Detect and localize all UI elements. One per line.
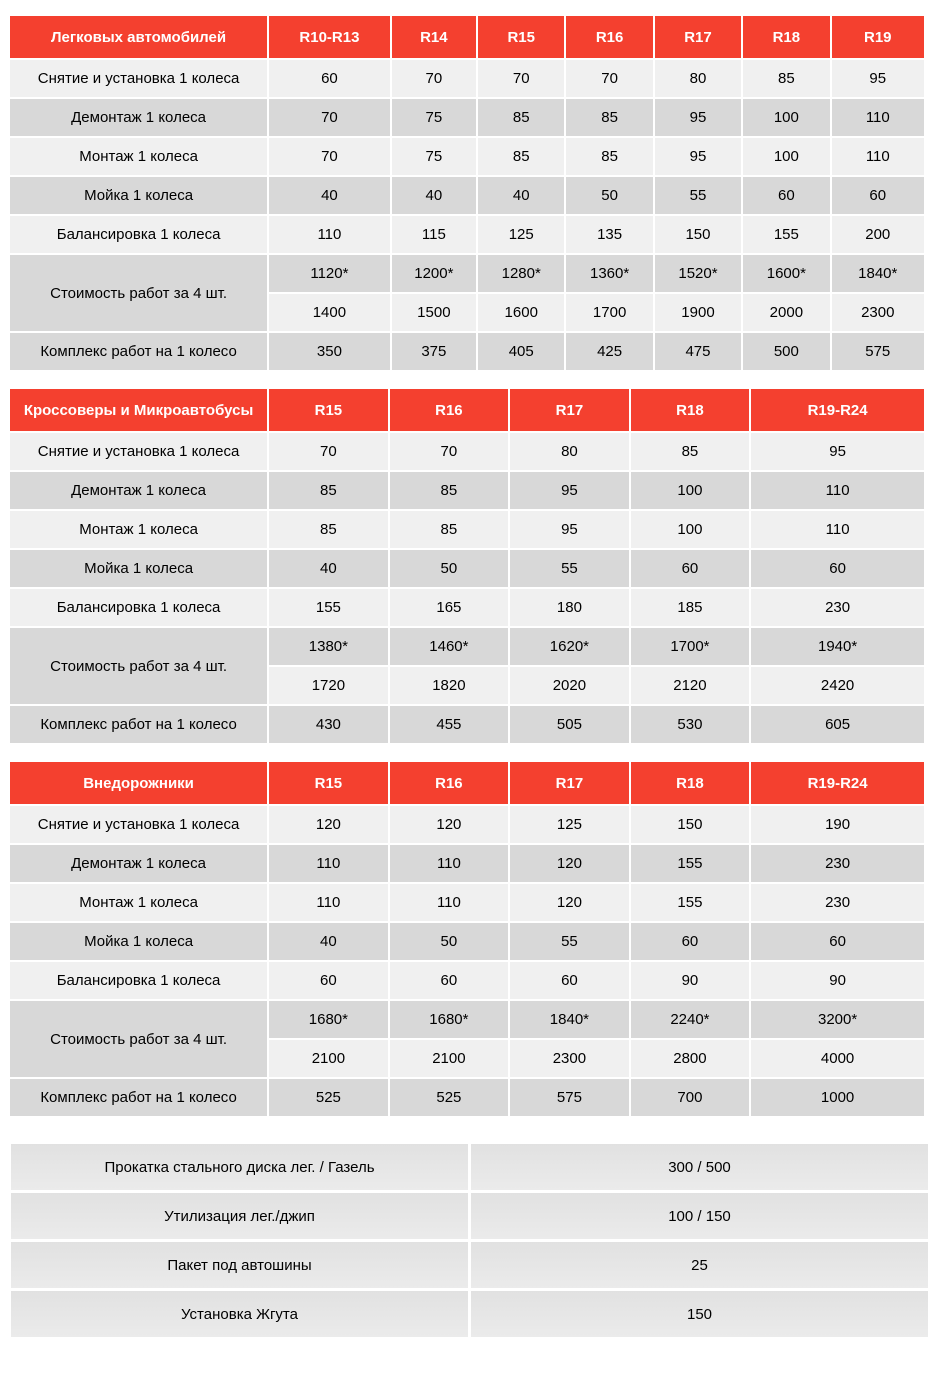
service-label: Комплекс работ на 1 колесо xyxy=(10,706,267,743)
price-value: 60 xyxy=(510,962,629,999)
section-title: Легковых автомобилей xyxy=(10,16,267,58)
service-label: Балансировка 1 колеса xyxy=(10,962,267,999)
price-value: 40 xyxy=(478,177,564,214)
price-value: 350 xyxy=(269,333,390,370)
column-header: R17 xyxy=(510,762,629,804)
service-label: Утилизация лег./джип xyxy=(11,1193,468,1239)
service-label: Демонтаж 1 колеса xyxy=(10,472,267,509)
price-value: 110 xyxy=(751,511,924,548)
price-value: 200 xyxy=(832,216,924,253)
price-value: 55 xyxy=(655,177,741,214)
table-row xyxy=(10,216,924,253)
price-value: 115 xyxy=(392,216,476,253)
table-row xyxy=(10,845,924,882)
price-value: 3200* xyxy=(751,1001,924,1038)
table-row xyxy=(11,1242,928,1288)
additional-services-table xyxy=(8,1141,931,1340)
price-value: 700 xyxy=(631,1079,750,1116)
price-value: 40 xyxy=(392,177,476,214)
price-value: 2300 xyxy=(832,294,924,331)
price-value: 2300 xyxy=(510,1040,629,1077)
price-value: 405 xyxy=(478,333,564,370)
price-value: 85 xyxy=(566,99,652,136)
price-value: 180 xyxy=(510,589,629,626)
price-value: 95 xyxy=(655,138,741,175)
price-value: 230 xyxy=(751,589,924,626)
table-row xyxy=(10,472,924,509)
table-row xyxy=(10,806,924,843)
price-value: 230 xyxy=(751,845,924,882)
price-value: 120 xyxy=(390,806,509,843)
price-value: 85 xyxy=(269,511,388,548)
price-value: 70 xyxy=(269,138,390,175)
table-row xyxy=(10,706,924,743)
price-value: 70 xyxy=(392,60,476,97)
service-label: Мойка 1 колеса xyxy=(10,550,267,587)
price-value: 60 xyxy=(832,177,924,214)
price-value: 2120 xyxy=(631,667,750,704)
price-value: 1900 xyxy=(655,294,741,331)
table-row xyxy=(10,962,924,999)
table-row xyxy=(10,138,924,175)
price-value: 50 xyxy=(390,550,509,587)
table-row xyxy=(10,99,924,136)
service-label: Мойка 1 колеса xyxy=(10,177,267,214)
service-label: Балансировка 1 колеса xyxy=(10,216,267,253)
price-value: 150 xyxy=(471,1291,928,1337)
price-value: 150 xyxy=(655,216,741,253)
price-value: 85 xyxy=(478,99,564,136)
price-value: 120 xyxy=(269,806,388,843)
table-row xyxy=(10,628,924,665)
price-value: 300 / 500 xyxy=(471,1144,928,1190)
price-value: 575 xyxy=(510,1079,629,1116)
service-label: Установка Жгута xyxy=(11,1291,468,1337)
table-row xyxy=(10,589,924,626)
column-header: R16 xyxy=(390,762,509,804)
price-value: 375 xyxy=(392,333,476,370)
price-value: 1360* xyxy=(566,255,652,292)
price-value: 40 xyxy=(269,550,388,587)
price-value: 505 xyxy=(510,706,629,743)
price-value: 110 xyxy=(832,138,924,175)
price-value: 475 xyxy=(655,333,741,370)
service-label: Монтаж 1 колеса xyxy=(10,511,267,548)
price-value: 150 xyxy=(631,806,750,843)
price-value: 85 xyxy=(631,433,750,470)
price-value: 425 xyxy=(566,333,652,370)
price-value: 1500 xyxy=(392,294,476,331)
price-value: 110 xyxy=(390,884,509,921)
price-value: 100 xyxy=(631,472,750,509)
column-header: R18 xyxy=(743,16,829,58)
price-value: 1940* xyxy=(751,628,924,665)
price-value: 530 xyxy=(631,706,750,743)
price-value: 90 xyxy=(631,962,750,999)
price-value: 2800 xyxy=(631,1040,750,1077)
price-value: 2020 xyxy=(510,667,629,704)
price-value: 1620* xyxy=(510,628,629,665)
price-value: 230 xyxy=(751,884,924,921)
price-value: 2000 xyxy=(743,294,829,331)
price-value: 110 xyxy=(832,99,924,136)
price-value: 1380* xyxy=(269,628,388,665)
price-value: 110 xyxy=(269,884,388,921)
price-value: 80 xyxy=(655,60,741,97)
price-value: 525 xyxy=(390,1079,509,1116)
table-row xyxy=(11,1144,928,1190)
price-value: 95 xyxy=(751,433,924,470)
service-label: Комплекс работ на 1 колесо xyxy=(10,333,267,370)
price-value: 1600 xyxy=(478,294,564,331)
section-title: Кроссоверы и Микроавтобусы xyxy=(10,389,267,431)
service-label: Монтаж 1 колеса xyxy=(10,138,267,175)
price-value: 90 xyxy=(751,962,924,999)
price-value: 1460* xyxy=(390,628,509,665)
table-row xyxy=(10,333,924,370)
price-value: 1400 xyxy=(269,294,390,331)
price-value: 1700* xyxy=(631,628,750,665)
column-header: R17 xyxy=(655,16,741,58)
column-header: R15 xyxy=(269,762,388,804)
service-label: Снятие и установка 1 колеса xyxy=(10,806,267,843)
price-value: 110 xyxy=(269,845,388,882)
column-header: R19-R24 xyxy=(751,762,924,804)
service-label: Мойка 1 колеса xyxy=(10,923,267,960)
service-label: Стоимость работ за 4 шт. xyxy=(10,628,267,704)
price-value: 55 xyxy=(510,923,629,960)
price-value: 70 xyxy=(390,433,509,470)
price-value: 1820 xyxy=(390,667,509,704)
price-table-passenger-cars xyxy=(8,14,926,372)
price-value: 190 xyxy=(751,806,924,843)
price-value: 575 xyxy=(832,333,924,370)
service-label: Монтаж 1 колеса xyxy=(10,884,267,921)
column-header: R19-R24 xyxy=(751,389,924,431)
price-value: 125 xyxy=(478,216,564,253)
section-title: Внедорожники xyxy=(10,762,267,804)
price-value: 25 xyxy=(471,1242,928,1288)
price-value: 155 xyxy=(269,589,388,626)
price-value: 60 xyxy=(631,550,750,587)
price-value: 95 xyxy=(655,99,741,136)
price-value: 1720 xyxy=(269,667,388,704)
price-value: 165 xyxy=(390,589,509,626)
price-value: 85 xyxy=(269,472,388,509)
price-value: 2240* xyxy=(631,1001,750,1038)
service-label: Стоимость работ за 4 шт. xyxy=(10,1001,267,1077)
price-value: 125 xyxy=(510,806,629,843)
price-value: 120 xyxy=(510,884,629,921)
price-value: 95 xyxy=(510,511,629,548)
price-value: 40 xyxy=(269,177,390,214)
table-row xyxy=(10,255,924,292)
column-header: R15 xyxy=(269,389,388,431)
price-value: 155 xyxy=(743,216,829,253)
price-value: 135 xyxy=(566,216,652,253)
price-value: 60 xyxy=(390,962,509,999)
price-value: 2420 xyxy=(751,667,924,704)
table-row xyxy=(10,1001,924,1038)
service-label: Снятие и установка 1 колеса xyxy=(10,60,267,97)
price-value: 75 xyxy=(392,138,476,175)
price-value: 100 xyxy=(743,99,829,136)
price-value: 430 xyxy=(269,706,388,743)
price-value: 60 xyxy=(751,550,924,587)
service-label: Балансировка 1 колеса xyxy=(10,589,267,626)
price-value: 185 xyxy=(631,589,750,626)
price-value: 605 xyxy=(751,706,924,743)
price-value: 60 xyxy=(269,60,390,97)
price-value: 100 / 150 xyxy=(471,1193,928,1239)
price-value: 85 xyxy=(743,60,829,97)
price-value: 70 xyxy=(478,60,564,97)
price-value: 120 xyxy=(510,845,629,882)
price-value: 100 xyxy=(743,138,829,175)
price-value: 1280* xyxy=(478,255,564,292)
price-value: 1120* xyxy=(269,255,390,292)
price-value: 75 xyxy=(392,99,476,136)
service-label: Пакет под автошины xyxy=(11,1242,468,1288)
price-value: 50 xyxy=(390,923,509,960)
price-value: 1840* xyxy=(832,255,924,292)
table-row xyxy=(10,60,924,97)
price-value: 85 xyxy=(390,511,509,548)
price-value: 50 xyxy=(566,177,652,214)
table-row xyxy=(10,923,924,960)
price-value: 2100 xyxy=(269,1040,388,1077)
header-row xyxy=(10,762,924,804)
table-row xyxy=(10,511,924,548)
price-value: 85 xyxy=(390,472,509,509)
price-value: 110 xyxy=(751,472,924,509)
price-value: 85 xyxy=(478,138,564,175)
price-value: 110 xyxy=(269,216,390,253)
price-value: 95 xyxy=(832,60,924,97)
price-value: 155 xyxy=(631,845,750,882)
price-value: 455 xyxy=(390,706,509,743)
price-value: 1840* xyxy=(510,1001,629,1038)
table-row xyxy=(10,550,924,587)
column-header: R10-R13 xyxy=(269,16,390,58)
service-label: Демонтаж 1 колеса xyxy=(10,99,267,136)
service-label: Прокатка стального диска лег. / Газель xyxy=(11,1144,468,1190)
price-value: 1680* xyxy=(390,1001,509,1038)
price-value: 1520* xyxy=(655,255,741,292)
price-value: 100 xyxy=(631,511,750,548)
price-value: 525 xyxy=(269,1079,388,1116)
table-row xyxy=(11,1193,928,1239)
price-value: 95 xyxy=(510,472,629,509)
column-header: R16 xyxy=(566,16,652,58)
price-table-crossovers-minibuses xyxy=(8,387,926,745)
table-row xyxy=(10,884,924,921)
column-header: R19 xyxy=(832,16,924,58)
price-value: 155 xyxy=(631,884,750,921)
price-table-suvs xyxy=(8,760,926,1118)
price-value: 55 xyxy=(510,550,629,587)
price-value: 1600* xyxy=(743,255,829,292)
price-value: 60 xyxy=(269,962,388,999)
price-value: 4000 xyxy=(751,1040,924,1077)
service-label: Демонтаж 1 колеса xyxy=(10,845,267,882)
price-value: 60 xyxy=(631,923,750,960)
table-row xyxy=(10,177,924,214)
price-value: 85 xyxy=(566,138,652,175)
price-value: 70 xyxy=(566,60,652,97)
price-value: 1000 xyxy=(751,1079,924,1116)
price-value: 70 xyxy=(269,99,390,136)
service-label: Стоимость работ за 4 шт. xyxy=(10,255,267,331)
table-row xyxy=(10,433,924,470)
price-value: 2100 xyxy=(390,1040,509,1077)
price-value: 60 xyxy=(743,177,829,214)
price-value: 110 xyxy=(390,845,509,882)
price-value: 70 xyxy=(269,433,388,470)
price-value: 1700 xyxy=(566,294,652,331)
price-list xyxy=(8,14,926,1340)
column-header: R17 xyxy=(510,389,629,431)
price-value: 80 xyxy=(510,433,629,470)
service-label: Комплекс работ на 1 колесо xyxy=(10,1079,267,1116)
header-row xyxy=(10,389,924,431)
price-value: 1680* xyxy=(269,1001,388,1038)
column-header: R18 xyxy=(631,389,750,431)
table-row xyxy=(11,1291,928,1337)
price-value: 1200* xyxy=(392,255,476,292)
column-header: R14 xyxy=(392,16,476,58)
column-header: R18 xyxy=(631,762,750,804)
table-row xyxy=(10,1079,924,1116)
header-row xyxy=(10,16,924,58)
price-value: 60 xyxy=(751,923,924,960)
service-label: Снятие и установка 1 колеса xyxy=(10,433,267,470)
column-header: R16 xyxy=(390,389,509,431)
column-header: R15 xyxy=(478,16,564,58)
price-value: 40 xyxy=(269,923,388,960)
price-value: 500 xyxy=(743,333,829,370)
